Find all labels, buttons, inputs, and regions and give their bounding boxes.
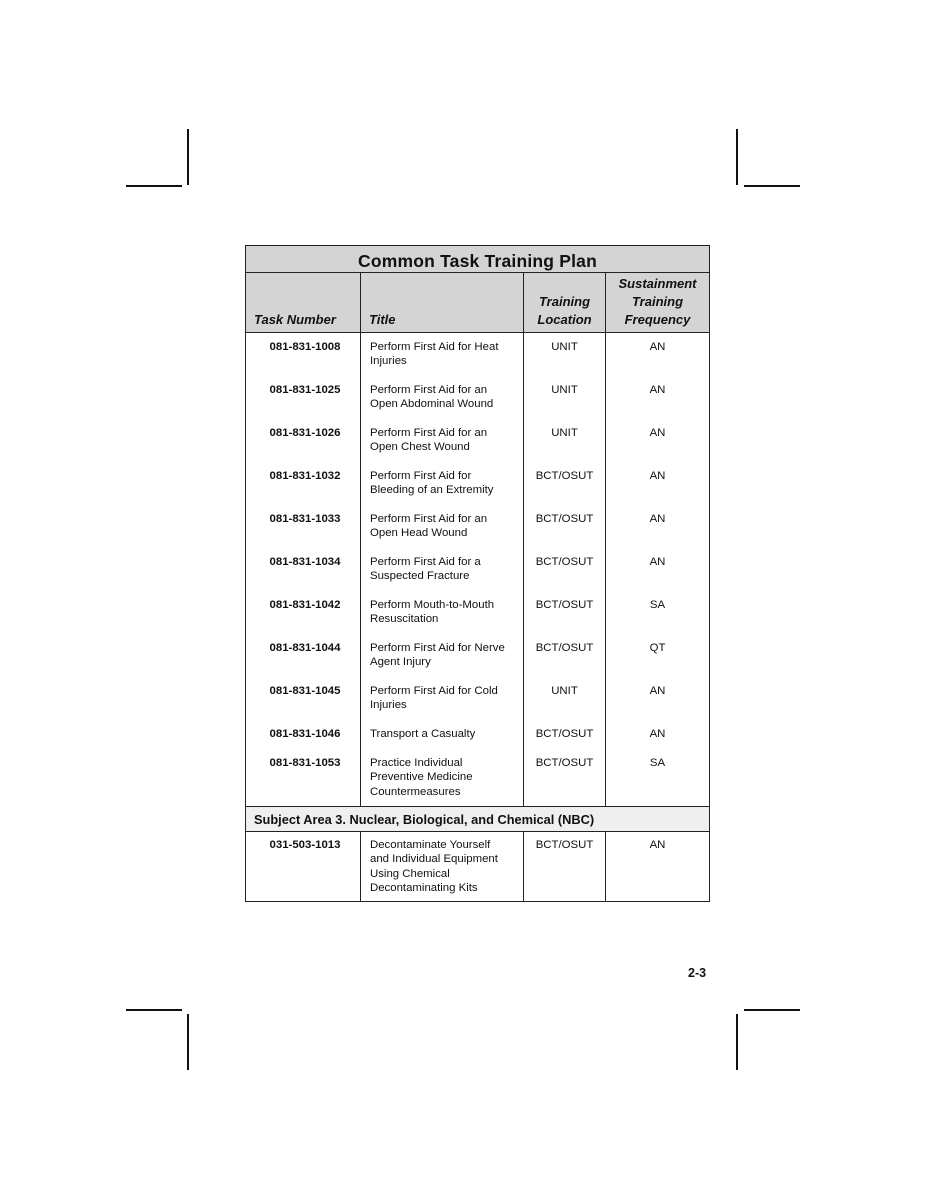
crop-mark-bottom-right-vertical bbox=[736, 1014, 738, 1070]
task-title-line: Perform First Aid for a bbox=[370, 556, 481, 568]
task-rows bbox=[246, 333, 709, 806]
task-title-line: Injuries bbox=[370, 699, 407, 712]
subject-area-heading: Subject Area 3. Nuclear, Biological, and Chemical (NBC) bbox=[246, 806, 709, 832]
sustainment-frequency: AN bbox=[649, 513, 666, 525]
task-title-line: Suspected Fracture bbox=[370, 570, 470, 583]
training-location: BCT/OSUT bbox=[535, 642, 594, 654]
training-location: UNIT bbox=[551, 427, 578, 439]
task-title bbox=[370, 756, 519, 806]
page-number: 2-3 bbox=[688, 966, 707, 980]
task-title bbox=[370, 469, 519, 512]
task-number: 081-831-1034 bbox=[269, 556, 341, 568]
task-title-line: Resuscitation bbox=[370, 613, 439, 626]
crop-mark-top-left-horizontal bbox=[126, 185, 182, 187]
column-header-training-location: Training Location bbox=[524, 273, 606, 333]
training-location: BCT/OSUT bbox=[535, 599, 594, 611]
section-task-number-column bbox=[246, 832, 361, 901]
column-header-sustainment-frequency: Sustainment Training Frequency bbox=[606, 273, 709, 333]
task-title bbox=[370, 838, 519, 895]
task-title-line: Using Chemical bbox=[370, 867, 450, 880]
task-title-line: Perform First Aid for an bbox=[370, 427, 488, 439]
task-title-line: Countermeasures bbox=[370, 785, 461, 798]
task-title-line: Bleeding of an Extremity bbox=[370, 484, 494, 497]
task-title bbox=[370, 684, 519, 727]
task-title bbox=[370, 598, 519, 641]
task-title-line: Perform First Aid for Heat bbox=[370, 341, 499, 353]
sustainment-frequency: AN bbox=[649, 839, 666, 851]
sustainment-frequency: AN bbox=[649, 728, 666, 740]
training-location: BCT/OSUT bbox=[535, 839, 594, 851]
training-location: UNIT bbox=[551, 685, 578, 697]
task-title-line: Perform First Aid for an bbox=[370, 384, 488, 396]
sustainment-frequency: AN bbox=[649, 384, 666, 396]
plan-title: Common Task Training Plan bbox=[246, 246, 709, 273]
task-title bbox=[370, 512, 519, 555]
training-location: BCT/OSUT bbox=[535, 757, 594, 769]
column-header-title: Title bbox=[361, 273, 524, 333]
crop-mark-top-right-horizontal bbox=[744, 185, 800, 187]
task-number: 081-831-1045 bbox=[269, 685, 341, 697]
task-title bbox=[370, 727, 519, 756]
task-title-line: Open Chest Wound bbox=[370, 441, 470, 454]
task-title-line: Preventive Medicine bbox=[370, 771, 473, 784]
frequency-column bbox=[606, 333, 709, 806]
sustainment-frequency: AN bbox=[649, 470, 666, 482]
task-number: 081-831-1044 bbox=[269, 642, 341, 654]
sustainment-frequency: QT bbox=[649, 642, 666, 654]
training-location: BCT/OSUT bbox=[535, 556, 594, 568]
crop-mark-top-right-vertical bbox=[736, 129, 738, 185]
section-task-title-column bbox=[361, 832, 524, 901]
task-title bbox=[370, 340, 519, 383]
sustainment-frequency: AN bbox=[649, 427, 666, 439]
sustainment-frequency: SA bbox=[649, 757, 666, 769]
training-location: UNIT bbox=[551, 384, 578, 396]
training-location: BCT/OSUT bbox=[535, 470, 594, 482]
task-title-line: Agent Injury bbox=[370, 656, 431, 669]
task-title-line: Open Abdominal Wound bbox=[370, 398, 494, 411]
task-title-line: Decontaminating Kits bbox=[370, 881, 478, 894]
task-title bbox=[370, 426, 519, 469]
task-title-line: Decontaminate Yourself bbox=[370, 839, 491, 851]
crop-mark-bottom-left-horizontal bbox=[126, 1009, 182, 1011]
sustainment-frequency: AN bbox=[649, 685, 666, 697]
crop-mark-bottom-right-horizontal bbox=[744, 1009, 800, 1011]
task-title-line: Perform First Aid for an bbox=[370, 513, 488, 525]
task-title bbox=[370, 641, 519, 684]
task-number: 031-503-1013 bbox=[269, 839, 341, 851]
task-title-line: Perform First Aid for bbox=[370, 470, 472, 482]
sustainment-frequency: AN bbox=[649, 341, 666, 353]
task-title bbox=[370, 383, 519, 426]
training-location: UNIT bbox=[551, 341, 578, 353]
task-title-column bbox=[361, 333, 524, 806]
task-title-line: Open Head Wound bbox=[370, 527, 468, 540]
task-number: 081-831-1033 bbox=[269, 513, 341, 525]
section-task-rows bbox=[246, 832, 709, 901]
column-header-row bbox=[246, 273, 709, 333]
sustainment-frequency: AN bbox=[649, 556, 666, 568]
task-title-line: and Individual Equipment bbox=[370, 853, 498, 866]
task-number: 081-831-1053 bbox=[269, 757, 341, 769]
task-number: 081-831-1042 bbox=[269, 599, 341, 611]
section-frequency-column bbox=[606, 832, 709, 901]
training-location-column bbox=[524, 333, 606, 806]
task-number: 081-831-1026 bbox=[269, 427, 341, 439]
task-number: 081-831-1046 bbox=[269, 728, 341, 740]
section-training-location-column bbox=[524, 832, 606, 901]
task-title-line: Injuries bbox=[370, 355, 407, 368]
task-title-line: Perform First Aid for Nerve bbox=[370, 642, 505, 654]
task-title-line: Perform First Aid for Cold bbox=[370, 685, 498, 697]
task-title-line: Perform Mouth-to-Mouth bbox=[370, 599, 495, 611]
training-location: BCT/OSUT bbox=[535, 513, 594, 525]
sustainment-frequency: SA bbox=[649, 599, 666, 611]
crop-mark-bottom-left-vertical bbox=[187, 1014, 189, 1070]
task-number: 081-831-1032 bbox=[269, 470, 341, 482]
task-title bbox=[370, 555, 519, 598]
column-header-task-number: Task Number bbox=[246, 273, 361, 333]
task-title-line: Practice Individual bbox=[370, 757, 463, 769]
task-number: 081-831-1025 bbox=[269, 384, 341, 396]
task-number-column bbox=[246, 333, 361, 806]
training-plan-table bbox=[245, 245, 710, 902]
task-number: 081-831-1008 bbox=[269, 341, 341, 353]
training-location: BCT/OSUT bbox=[535, 728, 594, 740]
task-title-line: Transport a Casualty bbox=[370, 728, 476, 740]
crop-mark-top-left-vertical bbox=[187, 129, 189, 185]
